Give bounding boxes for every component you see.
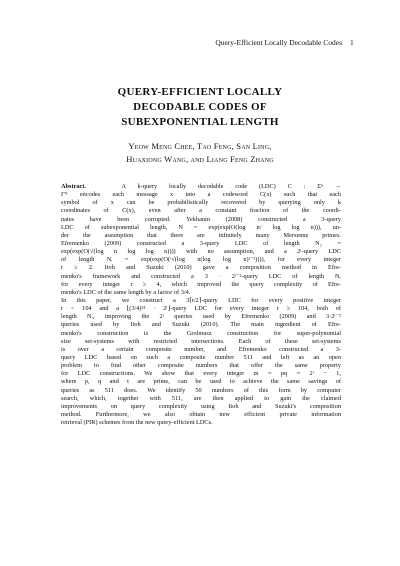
abstract-line: menko's framework and constructed a 3 · 2ʳ⁻²-query LDC of length Nᵣ xyxy=(61,272,341,280)
abstract-line: menko's LDC of the same length by a factor of 3/4. xyxy=(61,288,191,296)
abstract-line: search, which, together with 511, are then applied to gain the claimed xyxy=(61,394,341,402)
abstract-line: Efremenko (2009) constructed a 3-query LDC of length N₂ = xyxy=(61,239,341,247)
author-list xyxy=(50,140,350,165)
abstract-line: exp(exp(O(√(log n log log n)))) with no assumption, and a 2ʳ-query LDC xyxy=(61,248,341,256)
abstract-line: for every integer r ≥ 4, which improved the query complexity of Efre- xyxy=(61,280,341,288)
abstract-line: problem to find other composite numbers that offer the same property xyxy=(61,362,341,370)
abstract-line: nates have been corrupted. Yekhanin (2008) constructed a 3-query xyxy=(61,215,341,223)
abstract-line: menko's construction is the Grolmusz construction for super-polynomial xyxy=(61,329,341,337)
abstract-line: queries used by Itoh and Suzuki (2010). The main ingredient of Efre- xyxy=(61,321,341,329)
abstract-line: r ≥ 2. Itoh and Suzuki (2010) gave a composition method in Efre- xyxy=(61,264,341,272)
abstract-line: symbol of x can be probabilistically recovered by querying only k xyxy=(61,199,341,207)
title-line: SUBEXPONENTIAL LENGTH xyxy=(121,116,279,128)
title-line: QUERY-EFFICIENT LOCALLY xyxy=(117,86,283,98)
author-line: Yeow Meng Chee, Tao Feng, San Ling, xyxy=(128,141,272,151)
abstract-line: size set-systems with restricted intersections. Each of these set-systems xyxy=(61,337,341,345)
abstract-line: method. Furthermore, we also obtain new efficient private information xyxy=(61,410,341,418)
abstract-line: query LDC based on such a composite number 511 and left as an open xyxy=(61,353,341,361)
abstract-line: In this paper, we construct a 3⌈r/2⌉-query LDC for every positive integer xyxy=(61,296,341,304)
abstract-line: for LDC constructions. We show that every integer m = pq = 2ᵗ − 1, xyxy=(61,370,341,378)
paper-title xyxy=(60,85,340,130)
abstract-line xyxy=(61,183,341,191)
abstract-line: LDC of subexponential length, N = exp(exp(O(log n/ log log n))), un- xyxy=(61,223,341,231)
author-line: Huaxiong Wang, and Liang Feng Zhang xyxy=(126,153,274,164)
abstract-line: where p, q and t are prime, can be used to achieve the same savings of xyxy=(61,378,341,386)
abstract-line: is over a certain composite number, and Efremenko constructed a 3- xyxy=(61,345,341,353)
running-title: Query-Efficient Locally Decodable Codes xyxy=(215,38,342,47)
page-number: 1 xyxy=(350,38,354,47)
abstract-line: coordinates of C(x), even after a constant fraction of the coordi- xyxy=(61,207,341,215)
abstract-line: der the assumption that there are infinitely many Mersenne primes. xyxy=(61,231,341,239)
title-line: DECODABLE CODES OF xyxy=(133,101,267,113)
abstract xyxy=(61,183,341,427)
abstract-label: Abstract. xyxy=(61,183,87,190)
abstract-line: of length Nᵣ = exp(exp(O(ʳ√(log n(log log n)ʳ⁻¹)))), for every integer xyxy=(61,256,341,264)
abstract-line: retrieval (PIR) schemes from the new query-efficient LDCs. xyxy=(61,419,213,427)
abstract-line: length Nᵣ, improving the 2ʳ queries used by Efremenko (2009) and 3·2ʳ⁻² xyxy=(61,313,341,321)
abstract-line: improvements on query complexity using Itoh and Suzuki's composition xyxy=(61,402,341,410)
abstract-line: queries as 511 does. We identify 50 numbers of this form by computer xyxy=(61,386,341,394)
abstract-line: Γᴺ encodes each message x into a codeword C(x) such that each xyxy=(61,191,341,199)
abstract-first-line: A k-query locally decodable code (LDC) C : Σⁿ → xyxy=(121,183,341,190)
abstract-line: r < 104 and a ⌊(3/4)⁵¹ · 2ʳ⌋-query LDC for every integer r ≥ 104, both of xyxy=(61,305,341,313)
